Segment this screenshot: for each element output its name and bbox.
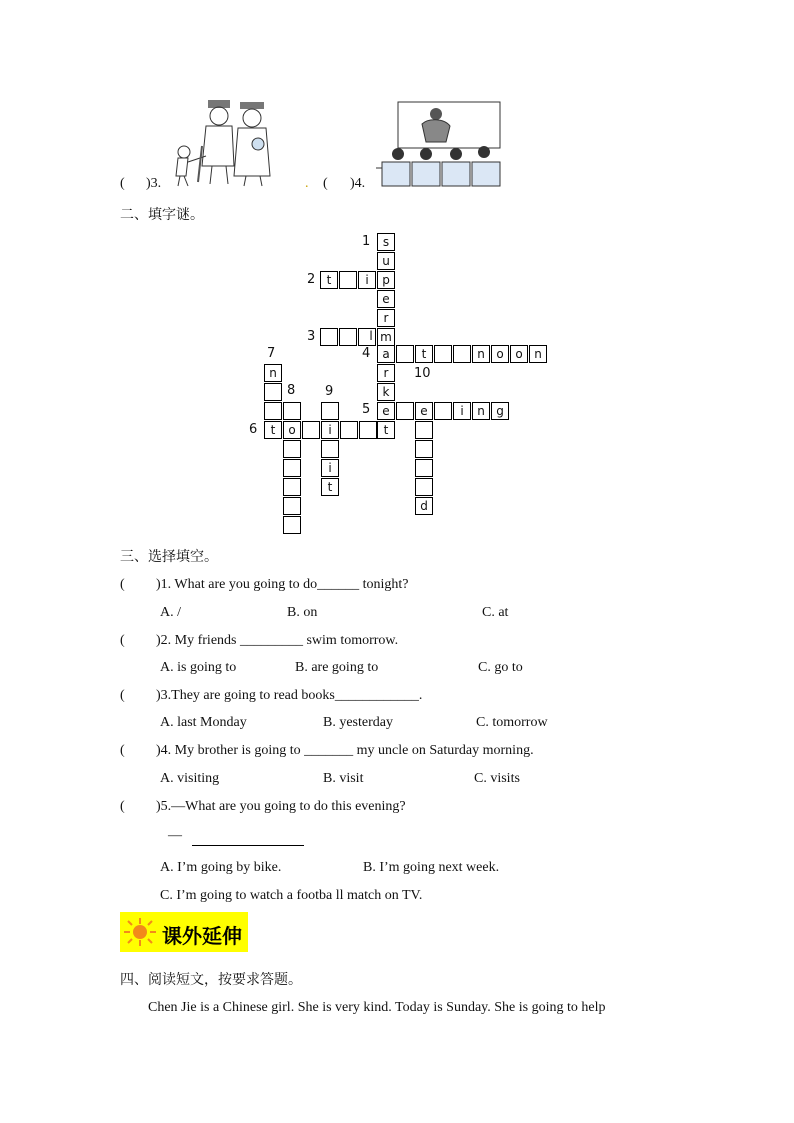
answer-dash: —: [168, 828, 182, 843]
cell-3-1[interactable]: [320, 328, 338, 346]
cell-9-3[interactable]: [321, 440, 339, 458]
cell-4-9[interactable]: n: [529, 345, 547, 363]
cell-5-2[interactable]: [396, 402, 414, 420]
cell-9-4[interactable]: i: [321, 459, 339, 477]
cell-9-5[interactable]: t: [321, 478, 339, 496]
question-2: )2. My friends _________ swim tomorrow.: [156, 633, 399, 648]
answer-blank-line[interactable]: [192, 845, 304, 846]
cell-1-11[interactable]: t: [377, 421, 395, 439]
q5-option-a[interactable]: A. I’m going by bike.: [160, 860, 282, 875]
cell-6-3[interactable]: [302, 421, 320, 439]
q5-option-b[interactable]: B. I’m going next week.: [363, 860, 500, 875]
cell-6-4[interactable]: i: [321, 421, 339, 439]
cell-3-2[interactable]: [339, 328, 357, 346]
cell-5-5[interactable]: i: [453, 402, 471, 420]
cell-1-3[interactable]: p: [377, 271, 395, 289]
paren-q2: (: [120, 633, 125, 648]
cell-1-7[interactable]: a: [377, 345, 395, 363]
cell-10-4[interactable]: [415, 459, 433, 477]
cell-4-2[interactable]: [396, 345, 414, 363]
cell-8-7[interactable]: [283, 516, 301, 534]
q1-option-b[interactable]: B. on: [287, 605, 318, 620]
illustration-cinema: [376, 98, 504, 188]
cell-1-6[interactable]: m: [377, 328, 395, 346]
cell-4-8[interactable]: o: [510, 345, 528, 363]
paren-q5: (: [120, 799, 125, 814]
section-4-title: 四、阅读短文，按要求答题。: [120, 972, 302, 988]
cell-1-4[interactable]: e: [377, 290, 395, 308]
cell-10-2[interactable]: [415, 421, 433, 439]
clue-number-3: 3: [307, 329, 316, 344]
cell-8-5[interactable]: [283, 478, 301, 496]
cell-1-5[interactable]: r: [377, 309, 395, 327]
question-4: )4. My brother is going to _______ my uncle on Saturday morning.: [156, 743, 534, 758]
cell-5-4[interactable]: [434, 402, 452, 420]
cell-5-3[interactable]: e: [415, 402, 433, 420]
cell-1-10[interactable]: e: [377, 402, 395, 420]
clue-number-2: 2: [307, 272, 316, 287]
q2-option-b[interactable]: B. are going to: [295, 660, 379, 675]
cell-1-8[interactable]: r: [377, 364, 395, 382]
cell-3-4[interactable]: l: [369, 329, 373, 343]
q3-option-c[interactable]: C. tomorrow: [476, 715, 548, 730]
cell-10-5[interactable]: [415, 478, 433, 496]
reading-paragraph: Chen Jie is a Chinese girl. She is very kind. Today is Sunday. She is going to help: [148, 1000, 606, 1015]
q4-option-a[interactable]: A. visiting: [160, 771, 220, 786]
badge-label: 课外延伸: [162, 924, 242, 948]
question-3: )3.They are going to read books____________.: [156, 688, 423, 703]
sun-icon: [122, 916, 158, 948]
q2-option-a[interactable]: A. is going to: [160, 660, 237, 675]
extension-badge: [120, 912, 248, 952]
cell-8-6[interactable]: [283, 497, 301, 515]
question-5: )5.—What are you going to do this evening?: [156, 799, 406, 814]
cell-4-4[interactable]: [434, 345, 452, 363]
q2-option-c[interactable]: C. go to: [478, 660, 523, 675]
cell-1-9[interactable]: k: [377, 383, 395, 401]
q1-option-c[interactable]: C. at: [482, 605, 509, 620]
clue-number-5: 5: [362, 402, 371, 417]
cell-10-6[interactable]: d: [415, 497, 433, 515]
paren-q4: (: [120, 743, 125, 758]
cell-5-6[interactable]: n: [472, 402, 490, 420]
cell-8-4[interactable]: [283, 459, 301, 477]
cell-2-3[interactable]: i: [358, 271, 376, 289]
paren-q1: (: [120, 577, 125, 592]
clue-number-9: 9: [325, 384, 334, 399]
cell-8-3[interactable]: [283, 440, 301, 458]
question-1: )1. What are you going to do______ tonight?: [156, 577, 409, 592]
clue-number-6: 6: [249, 422, 258, 437]
section-2-title: 二、填字谜。: [120, 207, 204, 223]
q4-option-b[interactable]: B. visit: [323, 771, 364, 786]
q1-option-a[interactable]: A. /: [160, 605, 181, 620]
cell-10-3[interactable]: [415, 440, 433, 458]
cell-9-1[interactable]: [321, 402, 339, 420]
cell-1-2[interactable]: u: [377, 252, 395, 270]
cell-6-1[interactable]: t: [264, 421, 282, 439]
clue-number-4: 4: [362, 346, 371, 361]
dot-mark: .: [305, 176, 309, 191]
cell-7-1[interactable]: n: [264, 364, 282, 382]
cell-4-5[interactable]: [453, 345, 471, 363]
question-4-label: )4.: [350, 176, 366, 191]
paren-3: (: [120, 176, 125, 191]
cell-1-1[interactable]: s: [377, 233, 395, 251]
clue-number-8: 8: [287, 383, 296, 398]
cell-6-6[interactable]: [359, 421, 377, 439]
q4-option-c[interactable]: C. visits: [474, 771, 520, 786]
cell-6-5[interactable]: [340, 421, 358, 439]
cell-5-7[interactable]: g: [491, 402, 509, 420]
cell-4-7[interactable]: o: [491, 345, 509, 363]
paren-4: (: [323, 176, 328, 191]
cell-7-2[interactable]: [264, 383, 282, 401]
illustration-grandparents: [172, 96, 282, 188]
cell-8-1[interactable]: [283, 402, 301, 420]
cell-6-2[interactable]: o: [283, 421, 301, 439]
clue-number-1: 1: [362, 234, 371, 249]
clue-number-10: 10: [414, 366, 431, 381]
cell-4-3[interactable]: t: [415, 345, 433, 363]
cell-4-6[interactable]: n: [472, 345, 490, 363]
q5-option-c[interactable]: C. I’m going to watch a footba ll match on TV.: [160, 888, 423, 903]
q3-option-b[interactable]: B. yesterday: [323, 715, 393, 730]
cell-7-3[interactable]: [264, 402, 282, 420]
question-3-label: )3.: [146, 176, 162, 191]
section-3-title: 三、选择填空。: [120, 549, 218, 565]
clue-number-7: 7: [267, 346, 276, 361]
q3-option-a[interactable]: A. last Monday: [160, 715, 247, 730]
cell-2-2[interactable]: [339, 271, 357, 289]
paren-q3: (: [120, 688, 125, 703]
cell-2-1[interactable]: t: [320, 271, 338, 289]
